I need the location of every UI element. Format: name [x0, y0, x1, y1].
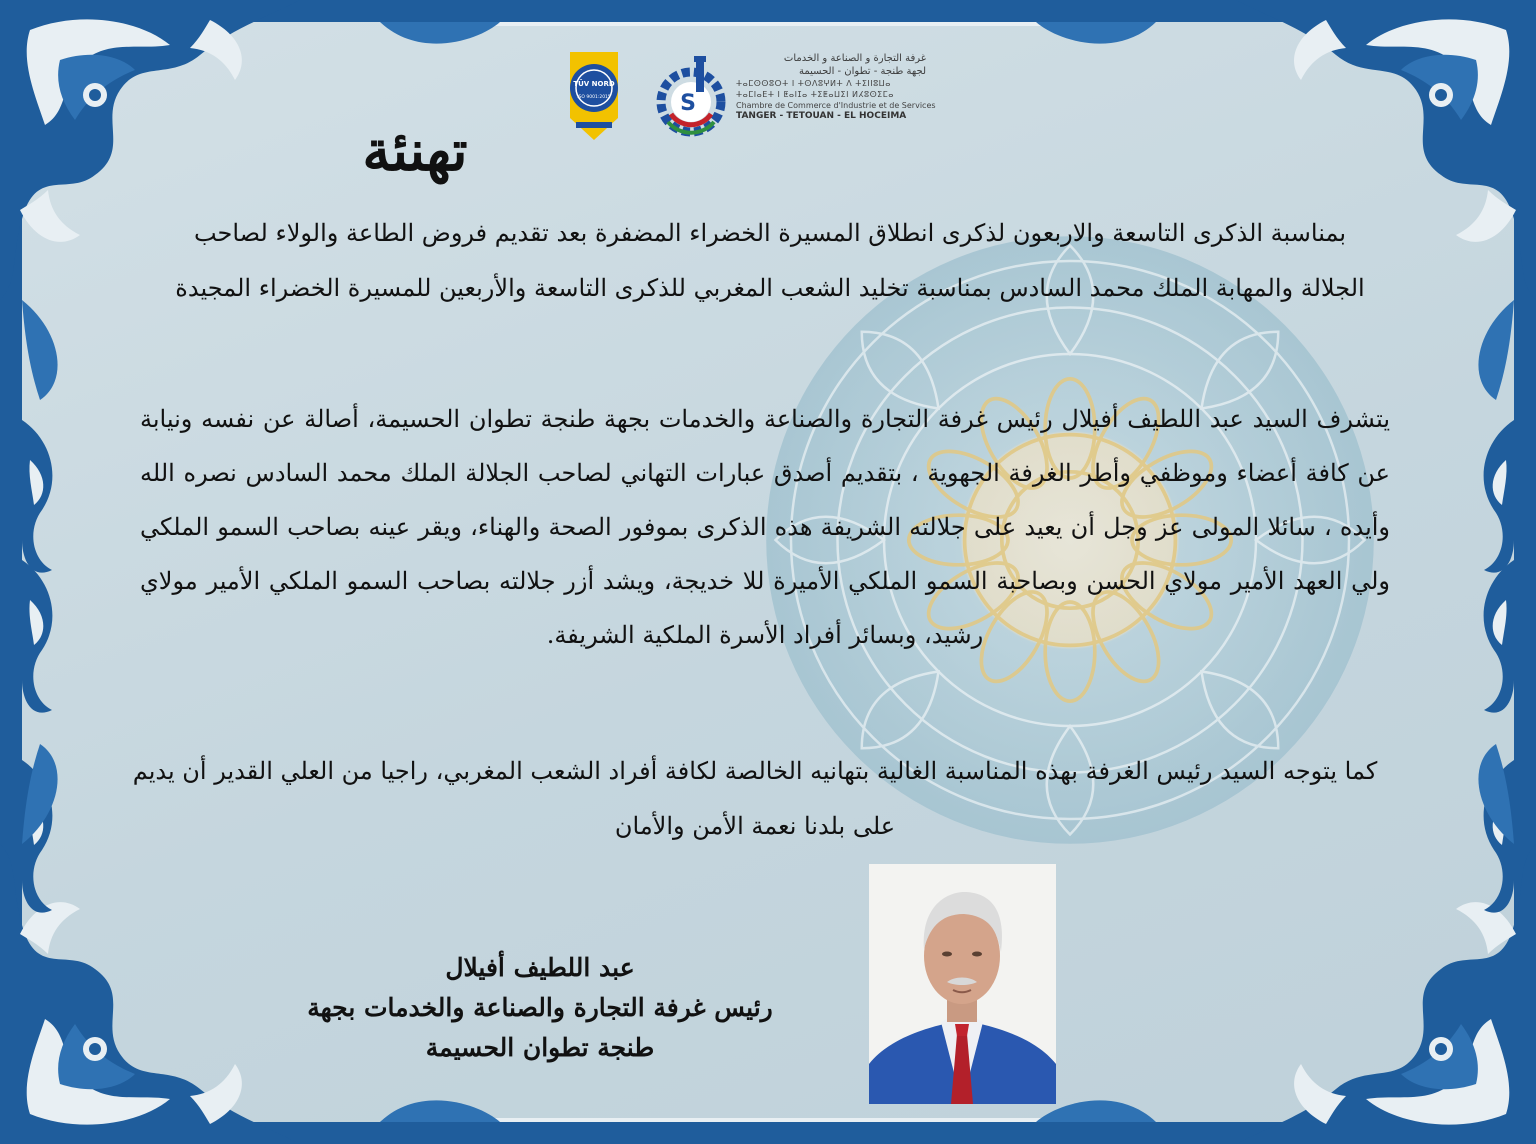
- signature-title-line1: رئيس غرفة التجارة والصناعة والخدمات بجهة: [307, 993, 773, 1022]
- chamber-region-tifinagh: ⵜⴰⵎⵏⴰⴹⵜ ⵏ ⵟⴰⵏⵊⴰ ⵜⵉⵟⴰⵡⵉⵏ ⵍⵃⵓⵙⵉⵎⴰ: [736, 90, 894, 99]
- president-portrait: [869, 864, 1056, 1104]
- card-title: تهنئة: [362, 118, 468, 184]
- chamber-region-latin: TANGER - TETOUAN - EL HOCEIMA: [736, 111, 907, 121]
- header-logos: [560, 42, 936, 152]
- chamber-name-block: [736, 52, 936, 122]
- chamber-name-tifinagh: ⵜⴰⵎⵙⵙⵓⵔⵜ ⵏ ⵜⵙⴷⵓⵖⵍⵜ ⴷ ⵜⵉⵏⵏⵓⵡⴰ: [736, 79, 891, 88]
- signature-title-line2: طنجة تطوان الحسيمة: [425, 1033, 655, 1062]
- main-paragraph: يتشرف السيد عبد اللطيف أفيلال رئيس غرفة التجارة والصناعة والخدمات بجهة طنجة تطوان الحسيمة، أصالة عن نفسه ونيابة عن كافة أعضاء وموظفي وأطر الغرفة الجهوية ، بتقديم أصدق عبارات التهاني لصاحب الجلالة الملك محمد السادس نصره الله وأيده ، سائلا المولى عز وجل أن يعيد على جلالته الشريفة هذه الذكرى بموفور الصحة والهناء، ويقر عينه بصاحب السمو الملكي ولي العهد الأمير مولاي الحسن وبصاحبة السمو الملكي الأميرة للا خديجة، ويشد أزر جلالته بصاحب السمو الملكي الأمير مولاي رشيد، وبسائر أفراد الأسرة الملكية الشريفة.: [140, 405, 1391, 649]
- signature-block: [220, 948, 860, 1068]
- signature-name: عبد اللطيف أفيلال: [445, 953, 635, 982]
- intro-paragraph: بمناسبة الذكرى التاسعة والاربعون لذكرى انطلاق المسيرة الخضراء المضفرة بعد تقديم فروض الطاعة والولاء لصاحب الجلالة والمهابة الملك محمد السادس بمناسبة تخليد الشعب المغربي للذكرى التاسعة والأربعين للمسيرة الخضراء المجيدة: [175, 219, 1365, 302]
- iso-text: ISO 9001:2015: [577, 95, 611, 100]
- portrait-illustration: [869, 864, 1056, 1104]
- chamber-logo-letter: S: [680, 91, 696, 116]
- chamber-name-arabic: غرفة التجارة و الصناعة و الخدمات: [783, 53, 926, 64]
- tuv-nord-certification-logo: [566, 48, 622, 144]
- closing-paragraph: كما يتوجه السيد رئيس الغرفة بهذه المناسبة الغالية بتهانيه الخالصة لكافة أفراد الشعب المغربي، راجيا من العلي القدير أن يديم على بلدنا نعمة الأمن والأمان: [132, 757, 1378, 840]
- tuv-badge-text: TÜV NORD: [573, 80, 615, 88]
- chamber-region-arabic: لجهة طنجة - تطوان - الحسيمة: [798, 66, 926, 77]
- chamber-name-french: Chambre de Commerce d'Industrie et de Services: [736, 101, 936, 110]
- chamber-logo: [656, 52, 726, 144]
